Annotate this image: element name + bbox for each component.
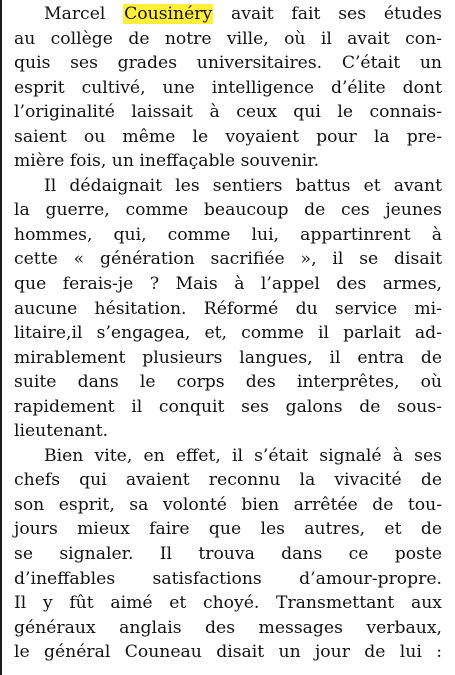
text-line: litaire,il s’engagea, et, comme il parlait ad- [14, 323, 442, 344]
article-column [14, 2, 442, 665]
text-line: saient ou même le voyaient pour la pre- [14, 126, 442, 147]
text-line: au collège de notre ville, où il avait con- [14, 28, 442, 49]
text-fragment: Marcel [44, 4, 124, 24]
text-line: esprit cultivé, une intelligence d’élite dont [14, 77, 442, 98]
text-line: chefs qui avaient reconnu la vivacité de [14, 470, 442, 491]
text-line: Bien vite, en effet, il s’était signalé à ses [44, 445, 442, 466]
text-line: la guerre, comme beaucoup de ces jeunes [14, 200, 442, 221]
text-line: d’ineffables satisfactions d’amour-propre. [14, 568, 442, 589]
text-line: cette « génération sacrifiée », il se disait [14, 249, 442, 270]
text-line: suite dans le corps des interprêtes, où [14, 372, 442, 393]
text-line: quis ses grades universitaires. C’était un [14, 53, 442, 74]
highlighted-name: Cousinéry [124, 4, 213, 24]
text-fragment: avait fait ses études [213, 4, 442, 24]
text-line: rapidement il conquit ses galons de sous- [14, 396, 442, 417]
text-line: le général Couneau disait un jour de lui : [14, 642, 442, 663]
text-line: jours mieux faire que les autres, et de [14, 519, 442, 540]
text-line: que ferais-je ? Mais à l’appel des armes, [14, 274, 442, 295]
text-line: aucune hésitation. Réformé du service mi- [14, 298, 442, 319]
text-line: mirablement plusieurs langues, il entra de [14, 347, 442, 368]
text-line [14, 2, 442, 27]
text-line: mière fois, un ineffaçable souvenir. [14, 151, 320, 172]
text-line: son esprit, sa volonté bien arrêtée de tou- [14, 494, 442, 515]
text-line: se signaler. Il trouva dans ce poste [14, 544, 442, 565]
text-line: lieutenant. [14, 421, 109, 442]
text-line: l’originalité laissait à ceux qui le connais- [14, 102, 442, 123]
text-line: Il dédaignait les sentiers battus et avant [44, 175, 442, 196]
column-rule [0, 0, 2, 675]
text-line: Il y fût aimé et choyé. Transmettant aux [14, 593, 442, 614]
text-line: généraux anglais des messages verbaux, [14, 617, 442, 638]
text-line: hommes, qui, comme lui, appartinrent à [14, 224, 442, 245]
